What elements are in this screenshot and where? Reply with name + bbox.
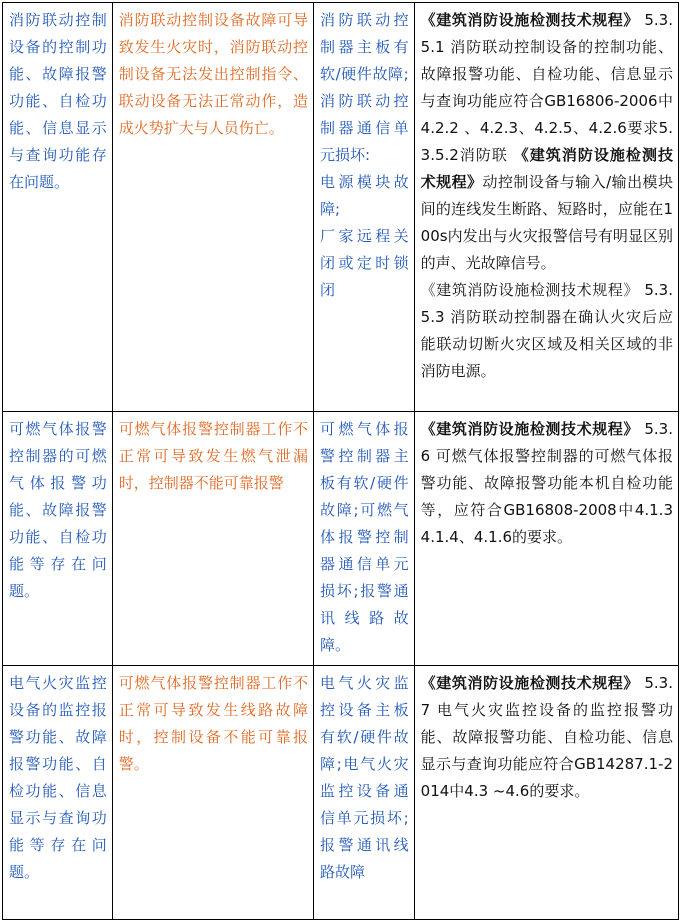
- standard-reference: [421, 277, 673, 385]
- standard-title: 《建筑消防设施检测技术规程》: [420, 674, 639, 692]
- risk-text: 可燃气体报警控制器工作不正常可导致发生燃气泄漏时，控制器不能可靠报警: [118, 420, 309, 492]
- risk-cell: [112, 3, 313, 412]
- standard-reference: [421, 670, 673, 805]
- table-row: [3, 3, 679, 412]
- standard-title: 《建筑消防设施检测技术规程》: [420, 11, 639, 29]
- standard-clause: 5.3.7 电气火灾监控设备的监控报警功能、故障报警功能、自检功能、信息显示与查询功能应符合GB14287.1-2014中4.3 ~4.6的要求。: [420, 674, 673, 800]
- risk-text: 消防联动控制设备故障可导致发生火灾时，消防联动控制设备无法发出控制指令、联动设备无法正常动作，造成火势扩大与人员伤亡。: [118, 11, 309, 137]
- standard-reference-cell: [414, 666, 678, 920]
- inspection-item-cell: [3, 3, 113, 412]
- inspection-item-text: 电气火灾监控设备的监控报警功能、故障报警功能、自检功能、信息显示与查询功能等存在问题。: [9, 674, 107, 881]
- standard-reference: [421, 416, 673, 551]
- standard-clause: 5.3.5.3 消防联动控制器在确认火灾后应能联动切断火灾区域及相关区域的非消防电源。: [420, 281, 673, 380]
- fault-cause-text: 电气火灾监控设备主板有软/硬件故障;电气火灾监控设备通信单元损坏;报警通讯线路故障: [320, 674, 409, 881]
- fault-cause-text: 电源模块故障;: [320, 173, 409, 218]
- risk-cell: [112, 666, 313, 920]
- standard-clause: 动控制设备与输入/输出模块间的连线发生断路、短路时，应能在100s内发出与火灾报警信号有明显区别的声、光故障信号。: [420, 173, 673, 272]
- fault-cause-cell: [314, 3, 415, 412]
- standard-reference-cell: [414, 412, 678, 666]
- inspection-item-cell: [3, 412, 113, 666]
- inspection-item-text: 可燃气体报警控制器的可燃气体报警功能、故障报警功能、自检功能等存在问题。: [9, 420, 107, 600]
- fault-cause-text: 可燃气体报警控制器主板有软/硬件故障;可燃气体报警控制器通信单元损坏;报警通讯线路故障。: [320, 420, 409, 654]
- fault-cause-text: 消防联动控制器主板有软/硬件故障;消防联动控制器通信单元损坏:: [320, 11, 409, 164]
- standard-clause: 5.3.6 可燃气体报警控制器的可燃气体报警功能、故障报警功能本机自检功能等，应符合GB16808-2008中4.1.34.1.4、4.1.6的要求。: [420, 420, 673, 546]
- inspection-item-text: 消防联动控制设备的控制功能、故障报警功能、自检功能、信息显示与查询功能存在问题。: [9, 11, 107, 191]
- table-row: [3, 412, 679, 666]
- standard-title: 《建筑消防设施检测技术规程》: [420, 420, 639, 438]
- standard-clause: 5.3.5.1 消防联动控制设备的控制功能、故障报警功能、自检功能、信息显示与查询功能应符合GB16806-2006中4.2.2 、4.2.3、4.2.5、4.2.6要求5.3.5.2消防联: [420, 11, 673, 164]
- standard-title: 《建筑消防设施检测技术规程》: [420, 281, 639, 299]
- table-row: [3, 666, 679, 920]
- fault-cause-cell: [314, 412, 415, 666]
- fault-cause-cell: [314, 666, 415, 920]
- risk-text: 可燃气体报警控制器工作不正常可导致发生线路故障时，控制设备不能可靠报警。: [118, 674, 309, 773]
- standard-reference-cell: [414, 3, 678, 412]
- risk-cell: [112, 412, 313, 666]
- inspection-item-cell: [3, 666, 113, 920]
- fault-cause-text: 厂家远程关闭或定时锁闭: [320, 227, 409, 299]
- standard-title: 《建筑消防设施检测技术规程》: [420, 146, 673, 191]
- standard-reference: [421, 11, 673, 272]
- inspection-table: [2, 2, 679, 920]
